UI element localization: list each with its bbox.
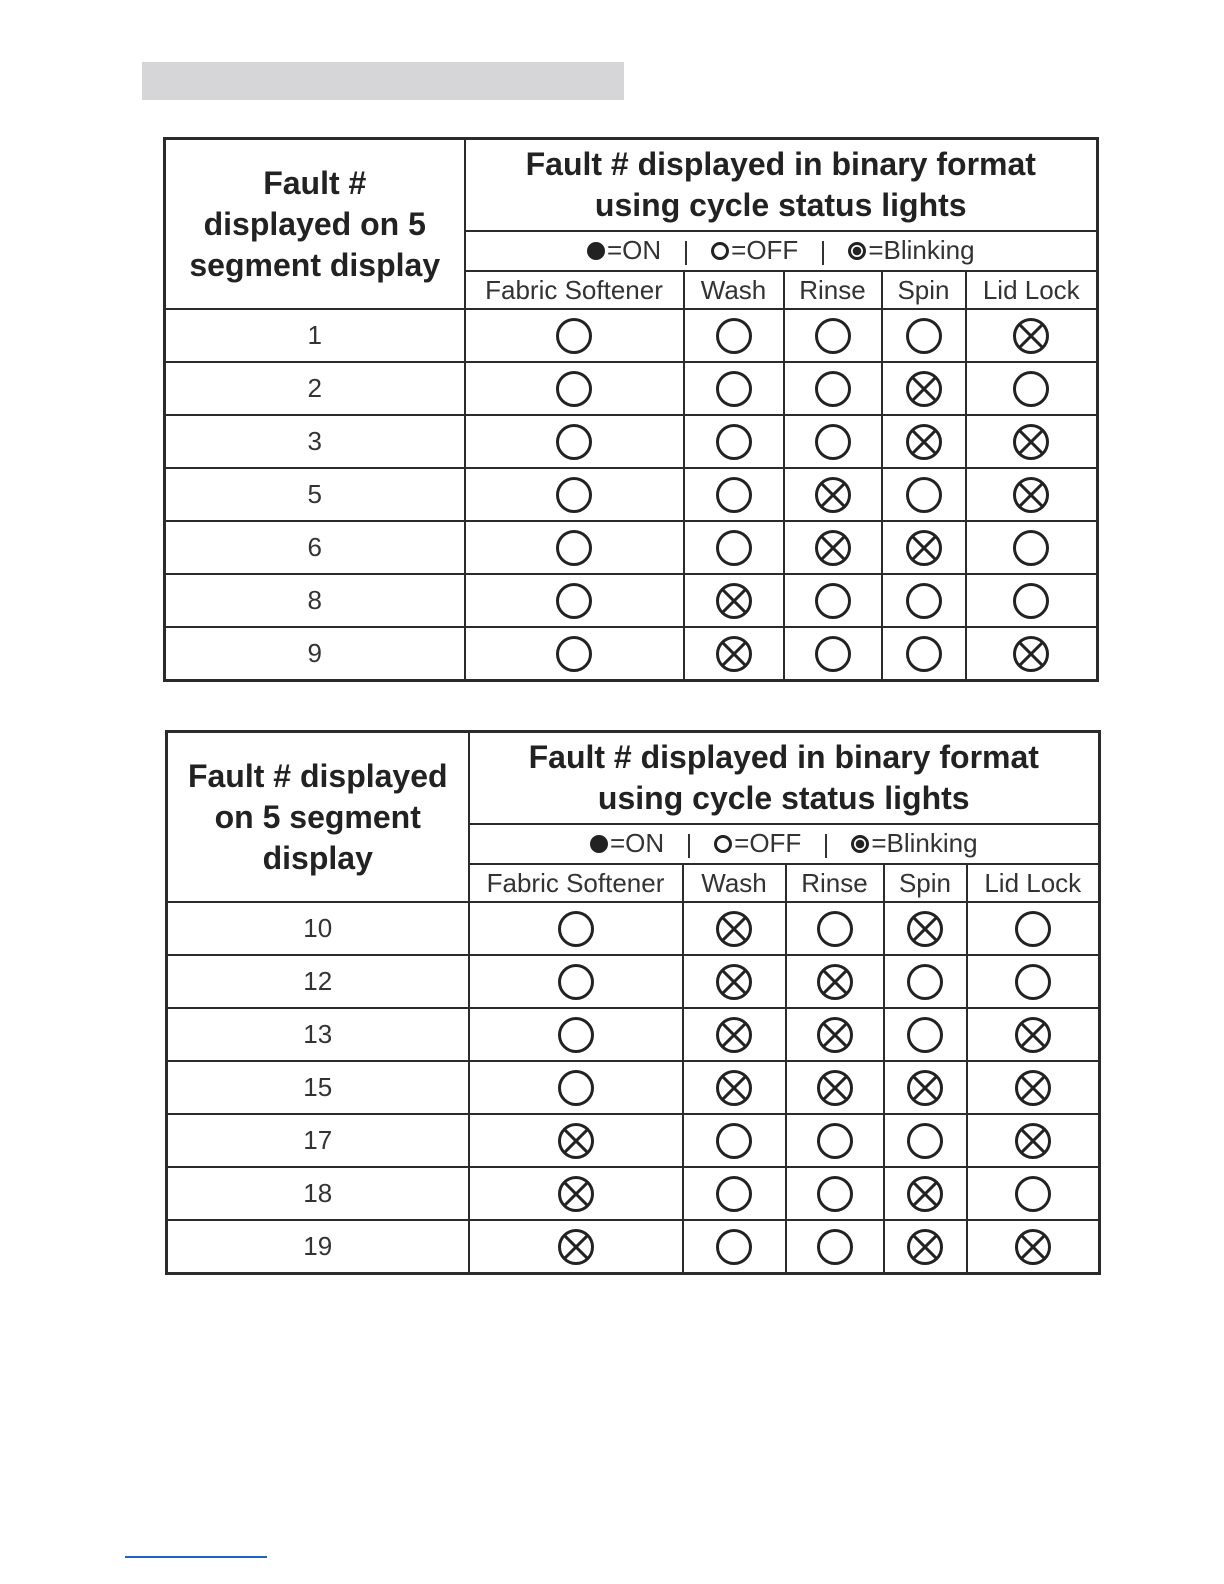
legend-on — [590, 828, 664, 859]
status-light-wash — [683, 1008, 786, 1061]
binary-format-header — [469, 732, 1100, 825]
status-light-wash — [683, 1220, 786, 1274]
status-light-fabric-softener — [469, 902, 683, 955]
binary-format-header — [465, 139, 1098, 232]
status-light-wash — [684, 362, 784, 415]
off-light-icon — [813, 316, 853, 356]
legend-on — [587, 235, 661, 266]
off-light-icon — [714, 1121, 754, 1161]
legend-divider — [685, 241, 687, 265]
status-light-spin — [884, 902, 967, 955]
off-light-icon — [554, 581, 594, 621]
status-light-spin — [884, 1061, 967, 1114]
off-light-icon — [1011, 581, 1051, 621]
status-light-wash — [683, 1061, 786, 1114]
off-light-icon — [714, 475, 754, 515]
blinking-light-icon — [714, 634, 754, 674]
off-light-icon — [1013, 962, 1053, 1002]
fault-number-cell: 17 — [167, 1114, 469, 1167]
off-light-icon — [815, 1174, 855, 1214]
status-light-wash — [683, 1114, 786, 1167]
blinking-light-icon — [813, 528, 853, 568]
fault-number-cell: 10 — [167, 902, 469, 955]
status-light-lid-lock — [966, 627, 1098, 681]
table-row — [167, 902, 1100, 955]
off-light-icon — [813, 634, 853, 674]
status-light-spin — [884, 1114, 967, 1167]
fault-number-cell: 1 — [165, 309, 465, 362]
status-light-rinse — [786, 1008, 884, 1061]
column-header-lid-lock: Lid Lock — [966, 271, 1098, 309]
blinking-light-icon — [1013, 1015, 1053, 1055]
blinking-light-icon — [904, 422, 944, 462]
table-row — [165, 521, 1098, 574]
blinking-light-icon — [714, 1068, 754, 1108]
title-line: using cycle status lights — [594, 187, 967, 223]
blinking-light-icon — [1013, 1068, 1053, 1108]
status-light-wash — [684, 574, 784, 627]
status-light-lid-lock — [967, 1167, 1100, 1220]
status-light-lid-lock — [966, 415, 1098, 468]
column-header-fabric-softener: Fabric Softener — [469, 864, 683, 902]
status-light-lid-lock — [966, 574, 1098, 627]
column-header-wash: Wash — [684, 271, 784, 309]
legend-divider — [688, 834, 690, 858]
status-light-rinse — [784, 468, 882, 521]
blinking-light-icon — [556, 1121, 596, 1161]
status-light-wash — [683, 902, 786, 955]
fault-number-cell: 9 — [165, 627, 465, 681]
off-light-icon — [714, 1227, 754, 1267]
status-light-fabric-softener — [469, 1114, 683, 1167]
column-header-spin: Spin — [884, 864, 967, 902]
header-line: display — [262, 839, 373, 876]
status-light-rinse — [784, 627, 882, 681]
status-light-fabric-softener — [469, 955, 683, 1008]
title-line: using cycle status lights — [597, 780, 970, 816]
status-light-fabric-softener — [469, 1167, 683, 1220]
table-row — [167, 1220, 1100, 1274]
blinking-light-icon — [904, 528, 944, 568]
header-line: displayed on 5 — [203, 205, 426, 242]
status-light-spin — [884, 1008, 967, 1061]
off-light-icon — [904, 316, 944, 356]
blinking-light-icon — [1011, 634, 1051, 674]
blinking-light-icon — [905, 1227, 945, 1267]
legend-blink — [851, 828, 977, 859]
off-light-icon — [815, 1121, 855, 1161]
status-light-spin — [884, 955, 967, 1008]
status-light-lid-lock — [966, 468, 1098, 521]
blinking-light-icon — [905, 1068, 945, 1108]
table-row — [165, 627, 1098, 681]
status-light-lid-lock — [966, 362, 1098, 415]
column-header-spin: Spin — [882, 271, 966, 309]
blinking-light-icon — [905, 1174, 945, 1214]
table-row — [165, 574, 1098, 627]
blinking-light-icon — [714, 909, 754, 949]
blinking-light-icon — [815, 962, 855, 1002]
legend — [465, 231, 1098, 271]
blinking-light-icon — [1013, 1227, 1053, 1267]
off-light-icon — [904, 581, 944, 621]
blinking-light-icon — [905, 909, 945, 949]
status-light-rinse — [786, 1061, 884, 1114]
title-line: Fault # displayed in binary format — [528, 739, 1039, 775]
legend-off-label: =OFF — [731, 235, 799, 266]
legend-divider — [825, 834, 827, 858]
fault-table-1 — [163, 137, 1099, 682]
legend-off — [711, 235, 798, 266]
blinking-light-icon — [714, 962, 754, 1002]
legend — [469, 824, 1100, 864]
header-line: Fault # — [263, 164, 367, 201]
column-header-rinse: Rinse — [786, 864, 884, 902]
legend-on-label: =ON — [606, 235, 662, 266]
status-light-lid-lock — [967, 1061, 1100, 1114]
off-light-icon — [1011, 369, 1051, 409]
status-light-rinse — [786, 1220, 884, 1274]
column-header-fabric-softener: Fabric Softener — [465, 271, 684, 309]
status-light-wash — [684, 627, 784, 681]
off-light-icon — [904, 634, 944, 674]
table-row — [165, 362, 1098, 415]
status-light-spin — [882, 574, 966, 627]
off-light-icon — [556, 1015, 596, 1055]
on-icon — [590, 835, 608, 853]
off-light-icon — [905, 1015, 945, 1055]
off-light-icon — [554, 634, 594, 674]
table-row — [167, 1167, 1100, 1220]
blinking-light-icon — [815, 1068, 855, 1108]
status-light-rinse — [784, 309, 882, 362]
off-light-icon — [556, 962, 596, 1002]
status-light-rinse — [786, 955, 884, 1008]
fault-number-cell: 13 — [167, 1008, 469, 1061]
status-light-fabric-softener — [469, 1008, 683, 1061]
fault-number-cell: 19 — [167, 1220, 469, 1274]
status-light-spin — [884, 1220, 967, 1274]
off-icon — [711, 242, 729, 260]
off-light-icon — [556, 909, 596, 949]
table-row — [165, 468, 1098, 521]
off-light-icon — [554, 316, 594, 356]
status-light-lid-lock — [967, 955, 1100, 1008]
blinking-light-icon — [815, 1015, 855, 1055]
status-light-lid-lock — [967, 1008, 1100, 1061]
legend-blink-label: =Blinking — [868, 235, 975, 266]
off-light-icon — [714, 528, 754, 568]
legend-blink — [848, 235, 974, 266]
status-light-fabric-softener — [465, 627, 684, 681]
blinking-light-icon — [556, 1174, 596, 1214]
off-light-icon — [554, 369, 594, 409]
status-light-fabric-softener — [465, 362, 684, 415]
blinking-icon — [851, 835, 869, 853]
off-light-icon — [714, 1174, 754, 1214]
fault-number-cell: 3 — [165, 415, 465, 468]
blinking-light-icon — [1013, 1121, 1053, 1161]
blinking-light-icon — [904, 369, 944, 409]
status-light-fabric-softener — [465, 521, 684, 574]
blinking-icon — [848, 242, 866, 260]
off-light-icon — [905, 1121, 945, 1161]
off-light-icon — [714, 422, 754, 462]
status-light-spin — [882, 309, 966, 362]
legend-on-label: =ON — [609, 828, 665, 859]
off-light-icon — [554, 475, 594, 515]
status-light-rinse — [784, 362, 882, 415]
header-line: segment display — [189, 246, 441, 283]
fault-number-header — [165, 139, 465, 310]
redacted-header-bar — [142, 62, 624, 100]
status-light-lid-lock — [966, 521, 1098, 574]
column-header-lid-lock: Lid Lock — [967, 864, 1100, 902]
header-line: Fault # displayed — [187, 757, 448, 794]
status-light-rinse — [784, 415, 882, 468]
table-row — [167, 1114, 1100, 1167]
blinking-light-icon — [556, 1227, 596, 1267]
status-light-wash — [683, 1167, 786, 1220]
status-light-spin — [882, 468, 966, 521]
table-row — [167, 1008, 1100, 1061]
blinking-light-icon — [714, 581, 754, 621]
status-light-fabric-softener — [465, 415, 684, 468]
status-light-spin — [882, 362, 966, 415]
status-light-rinse — [784, 574, 882, 627]
blinking-light-icon — [714, 1015, 754, 1055]
off-light-icon — [904, 475, 944, 515]
status-light-lid-lock — [967, 1114, 1100, 1167]
status-light-spin — [882, 627, 966, 681]
column-header-rinse: Rinse — [784, 271, 882, 309]
header-line: on 5 segment — [214, 798, 421, 835]
status-light-lid-lock — [967, 902, 1100, 955]
off-light-icon — [813, 581, 853, 621]
off-light-icon — [1013, 909, 1053, 949]
column-header-wash: Wash — [683, 864, 786, 902]
off-light-icon — [554, 422, 594, 462]
fault-number-cell: 8 — [165, 574, 465, 627]
table-row — [167, 955, 1100, 1008]
fault-number-cell: 12 — [167, 955, 469, 1008]
status-light-wash — [684, 415, 784, 468]
status-light-fabric-softener — [465, 309, 684, 362]
off-light-icon — [813, 369, 853, 409]
status-light-wash — [684, 468, 784, 521]
off-light-icon — [1013, 1174, 1053, 1214]
status-light-fabric-softener — [469, 1220, 683, 1274]
fault-number-cell: 15 — [167, 1061, 469, 1114]
footer-rule — [125, 1556, 267, 1558]
fault-table-2 — [165, 730, 1101, 1275]
fault-number-header — [167, 732, 469, 903]
status-light-rinse — [786, 1167, 884, 1220]
title-line: Fault # displayed in binary format — [525, 146, 1036, 182]
off-light-icon — [905, 962, 945, 1002]
off-light-icon — [554, 528, 594, 568]
off-light-icon — [1011, 528, 1051, 568]
on-icon — [587, 242, 605, 260]
table-row — [165, 309, 1098, 362]
status-light-lid-lock — [966, 309, 1098, 362]
status-light-fabric-softener — [469, 1061, 683, 1114]
status-light-wash — [684, 521, 784, 574]
status-light-spin — [882, 415, 966, 468]
legend-off-label: =OFF — [734, 828, 802, 859]
status-light-lid-lock — [967, 1220, 1100, 1274]
fault-number-cell: 5 — [165, 468, 465, 521]
status-light-fabric-softener — [465, 574, 684, 627]
status-light-wash — [684, 309, 784, 362]
off-light-icon — [813, 422, 853, 462]
status-light-fabric-softener — [465, 468, 684, 521]
status-light-spin — [884, 1167, 967, 1220]
blinking-light-icon — [1011, 422, 1051, 462]
legend-divider — [822, 241, 824, 265]
table-row — [167, 1061, 1100, 1114]
off-light-icon — [714, 369, 754, 409]
status-light-rinse — [786, 1114, 884, 1167]
off-light-icon — [815, 1227, 855, 1267]
off-light-icon — [815, 909, 855, 949]
status-light-wash — [683, 955, 786, 1008]
status-light-rinse — [786, 902, 884, 955]
legend-blink-label: =Blinking — [871, 828, 978, 859]
off-icon — [714, 835, 732, 853]
off-light-icon — [556, 1068, 596, 1108]
table-row — [165, 415, 1098, 468]
blinking-light-icon — [1011, 475, 1051, 515]
status-light-spin — [882, 521, 966, 574]
legend-off — [714, 828, 801, 859]
blinking-light-icon — [813, 475, 853, 515]
fault-number-cell: 2 — [165, 362, 465, 415]
blinking-light-icon — [1011, 316, 1051, 356]
fault-number-cell: 18 — [167, 1167, 469, 1220]
fault-number-cell: 6 — [165, 521, 465, 574]
status-light-rinse — [784, 521, 882, 574]
off-light-icon — [714, 316, 754, 356]
